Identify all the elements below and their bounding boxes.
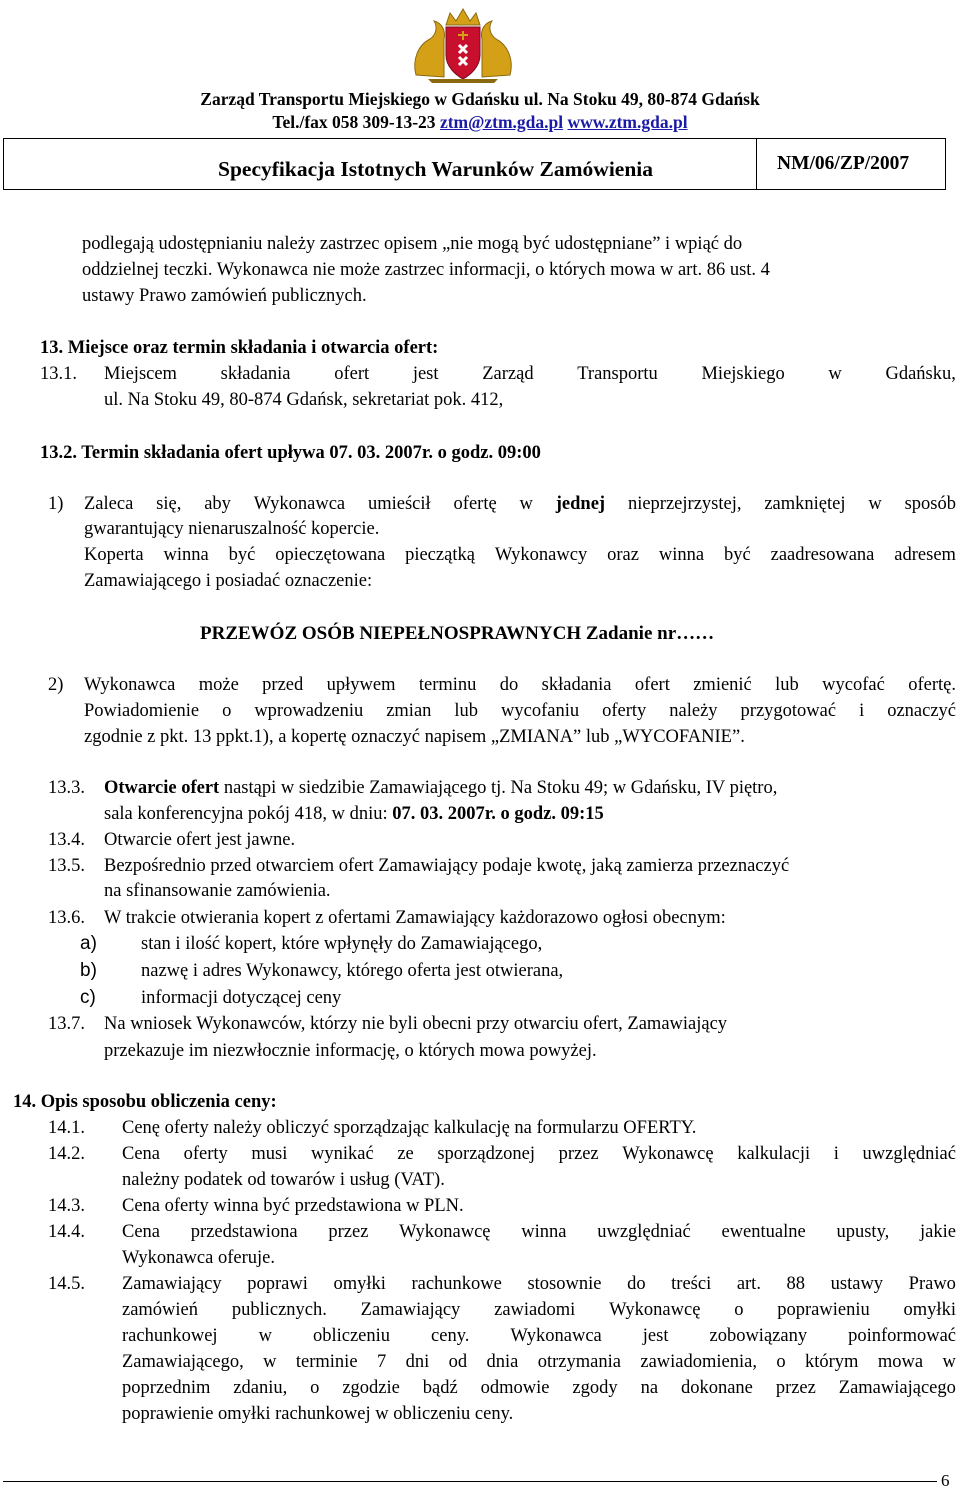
section-14-5-line: zamówień publicznych. Zamawiający zawiadomi Wykonawcę o poprawieniu omyłki [122,1300,956,1320]
section-13-1-address: ul. Na Stoku 49, 80-874 Gdańsk, sekretariat pok. 412, [104,390,504,410]
item-1-line: gwarantujący nienaruszalność kopercie. [84,519,380,539]
intro-line: oddzielnej teczki. Wykonawca nie może zastrzec informacji, o których mowa w art. 86 ust. 4 [82,260,770,280]
item-2-line: Powiadomienie o wprowadzeniu zmian lub wycofaniu oferty należy przygotować i oznaczyć [84,701,956,721]
tel-fax: Tel./fax 058 309-13-23 [272,112,436,132]
section-14-2-line: należny podatek od towarów i usług (VAT). [122,1170,445,1190]
section-14-5-number: 14.5. [48,1274,85,1294]
section-14-1-number: 14.1. [48,1118,85,1138]
page-number: 6 [941,1471,950,1490]
section-13-5-line: Bezpośrednio przed otwarciem ofert Zamawiający podaje kwotę, jaką zamierza przeznaczyć [104,856,790,876]
website-link[interactable]: www.ztm.gda.pl [567,112,688,132]
section-14-5-line: poprzednim zdaniu, o zgodzie bądź odmowie zgody na dokonane przez Zamawiającego [122,1378,956,1398]
section-13-1-line: Miejscem składania ofert jest Zarząd Transportu Miejskiego w Gdańsku, [104,364,956,384]
list-letter: b) [80,960,97,981]
list-item: nazwę i adres Wykonawcy, którego oferta jest otwierana, [141,961,564,981]
section-13-5-number: 13.5. [48,856,85,876]
section-14-heading: 14. Opis sposobu obliczenia ceny: [13,1092,277,1112]
section-14-5-line: rachunkowej w obliczeniu ceny. Wykonawca jest zobowiązany poinformować [122,1326,956,1346]
section-14-5-line: Zamawiającego, w terminie 7 dni od dnia otrzymania zawiadomienia, o którym mowa w [122,1352,956,1372]
section-13-2: 13.2. Termin składania ofert upływa 07. 03. 2007r. o godz. 09:00 [40,443,541,463]
section-13-6-text: W trakcie otwierania kopert z ofertami Zamawiający każdorazowo ogłosi obecnym: [104,908,726,928]
contact-line [0,111,960,133]
section-13-5-line: na sfinansowanie zamówienia. [104,881,331,901]
item-1-number: 1) [48,494,64,514]
header-box-divider [756,139,757,189]
section-13-3-line: Otwarcie ofert nastąpi w siedzibie Zamawiającego tj. Na Stoku 49; w Gdańsku, IV piętro, [104,778,778,798]
footer-rule [3,1481,937,1482]
section-14-3-number: 14.3. [48,1196,85,1216]
item-2-line: Wykonawca może przed upływem terminu do składania ofert zmienić lub wycofać ofertę. [84,675,956,695]
intro-line: podlegają udostępnianiu należy zastrzec opisem „nie mogą być udostępniane” i wpiąć do [82,234,743,254]
item-1-line: Zamawiającego i posiadać oznaczenie: [84,571,373,591]
item-2-number: 2) [48,675,64,695]
list-item: informacji dotyczącej ceny [141,988,342,1008]
list-letter: a) [80,933,97,954]
section-13-3-line: sala konferencyjna pokój 418, w dniu: 07. 03. 2007r. o godz. 09:15 [104,804,604,824]
section-14-5-line: Zamawiający poprawi omyłki rachunkowe stosownie do treści art. 88 ustawy Prawo [122,1274,956,1294]
document-number: NM/06/ZP/2007 [777,153,910,174]
intro-line: ustawy Prawo zamówień publicznych. [82,286,367,306]
section-13-7-line: Na wniosek Wykonawców, którzy nie byli obecni przy otwarciu ofert, Zamawiający [104,1014,728,1034]
email-link[interactable]: ztm@ztm.gda.pl [439,112,564,132]
section-13-6-number: 13.6. [48,908,85,928]
section-14-4-line: Wykonawca oferuje. [122,1248,275,1268]
item-1-line: Koperta winna być opieczętowana pieczątką Wykonawcy oraz winna być zaadresowana adresem [84,545,956,565]
header-box [3,138,946,190]
gdansk-coat-of-arms-icon [408,5,518,85]
section-14-5-line: poprawienie omyłki rachunkowej w obliczeniu ceny. [122,1404,514,1424]
section-14-2-line: Cena oferty musi wynikać ze sporządzonej przez Wykonawcę kalkulacji i uwzględniać [122,1144,956,1164]
list-letter: c) [80,987,96,1008]
envelope-label: PRZEWÓZ OSÓB NIEPEŁNOSPRAWNYCH Zadanie nr…… [200,623,715,644]
section-14-1-text: Cenę oferty należy obliczyć sporządzając kalkulację na formularzu OFERTY. [122,1118,697,1138]
organization-address: Zarząd Transportu Miejskiego w Gdańsku ul. Na Stoku 49, 80-874 Gdańsk [200,89,760,109]
list-item: stan i ilość kopert, które wpłynęły do Zamawiającego, [141,934,543,954]
section-13-1-number: 13.1. [40,364,77,384]
section-14-4-number: 14.4. [48,1222,85,1242]
section-14-3-text: Cena oferty winna być przedstawiona w PLN. [122,1196,464,1216]
section-13-4-number: 13.4. [48,830,85,850]
spec-title: Specyfikacja Istotnych Warunków Zamówienia [218,157,654,181]
item-1-line: Zaleca się, aby Wykonawca umieścił ofertę w jednej nieprzejrzystej, zamkniętej w sposób [84,494,956,514]
section-13-4-text: Otwarcie ofert jest jawne. [104,830,296,850]
section-13-3-number: 13.3. [48,778,85,798]
section-13-7-number: 13.7. [48,1014,85,1034]
item-2-line: zgodnie z pkt. 13 ppkt.1), a kopertę oznaczyć napisem „ZMIANA” lub „WYCOFANIE”. [84,727,745,747]
section-14-4-line: Cena przedstawiona przez Wykonawcę winna uwzględniać ewentualne upusty, jakie [122,1222,956,1242]
section-13-7-line: przekazuje im niezwłocznie informację, o których mowa powyżej. [104,1041,597,1061]
section-14-2-number: 14.2. [48,1144,85,1164]
section-13-heading: 13. Miejsce oraz termin składania i otwarcia ofert: [40,338,439,358]
